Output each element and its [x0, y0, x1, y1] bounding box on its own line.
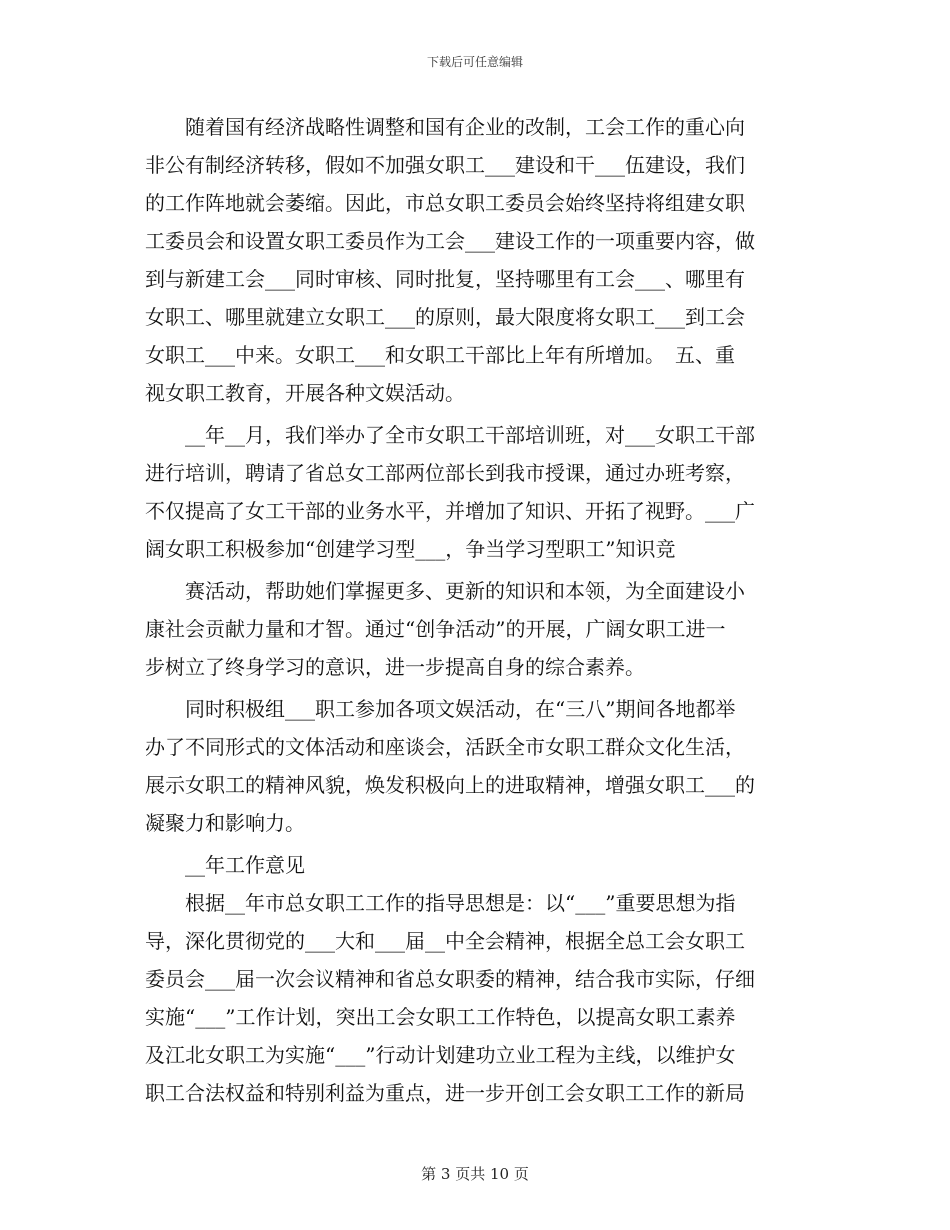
text-line: 阔女职工积极参加“创建学习型___，争当学习型职工”知识竞	[145, 537, 676, 561]
text-line: 导，深化贯彻党的___大和___届__中全会精神，根据全总工会女职工	[145, 929, 745, 953]
text-line: 的工作阵地就会萎缩。因此，市总女职工委员会始终坚持将组建女职	[145, 191, 745, 215]
text-line: 办了不同形式的文体活动和座谈会，活跃全市女职工群众文化生活，	[145, 735, 745, 759]
text-line: 女职工___中来。女职工___和女职工干部比上年有所增加。 五、重	[145, 343, 735, 367]
text-line: 委员会___届一次会议精神和省总女职委的精神，结合我市实际，仔细	[145, 967, 755, 991]
text-line: 根据__年市总女职工工作的指导思想是：以“___”重要思想为指	[145, 891, 736, 915]
text-line: 视女职工教育，开展各种文娱活动。	[145, 381, 465, 405]
text-line: 随着国有经济战略性调整和国有企业的改制，工会工作的重心向	[145, 115, 745, 139]
text-line: 非公有制经济转移，假如不加强女职工___建设和干___伍建设，我们	[145, 153, 745, 177]
text-line: __年__月，我们举办了全市女职工干部培训班，对___女职工干部	[145, 423, 755, 447]
text-line: 职工合法权益和特别利益为重点，进一步开创工会女职工工作的新局	[145, 1081, 745, 1105]
text-line: 女职工、哪里就建立女职工___的原则，最大限度将女职工___到工会	[145, 305, 745, 329]
text-line: 工委员会和设置女职工委员作为工会___建设工作的一项重要内容，做	[145, 229, 755, 253]
page-header: 下载后可任意编辑	[426, 55, 523, 69]
text-line: 步树立了终身学习的意识，进一步提高自身的综合素养。	[145, 655, 645, 679]
text-line: 赛活动，帮助她们掌握更多、更新的知识和本领，为全面建设小	[145, 579, 745, 603]
document-body	[145, 108, 810, 1112]
text-line: 展示女职工的精神风貌，焕发积极向上的进取精神，增强女职工___的	[145, 773, 755, 797]
text-line: 及江北女职工为实施“___”行动计划建功立业工程为主线，以维护女	[145, 1043, 736, 1067]
text-line: 不仅提高了女工干部的业务水平，并增加了知识、开拓了视野。___广	[145, 499, 755, 523]
page-footer: 第 3 页共 10 页	[421, 1165, 529, 1183]
text-line: 康社会贡献力量和才智。通过“创争活动”的开展，广阔女职工进一	[145, 617, 726, 641]
text-line: 到与新建工会___同时审核、同时批复，坚持哪里有工会___、哪里有	[145, 267, 745, 291]
text-line: __年工作意见	[145, 853, 305, 877]
text-line: 凝聚力和影响力。	[145, 811, 305, 835]
text-line: 同时积极组___职工参加各项文娱活动，在“三八”期间各地都举	[145, 697, 736, 721]
text-line: 实施“___”工作计划，突出工会女职工工作特色，以提高女职工素养	[145, 1005, 736, 1029]
text-line: 进行培训，聘请了省总女工部两位部长到我市授课，通过办班考察，	[145, 461, 745, 485]
